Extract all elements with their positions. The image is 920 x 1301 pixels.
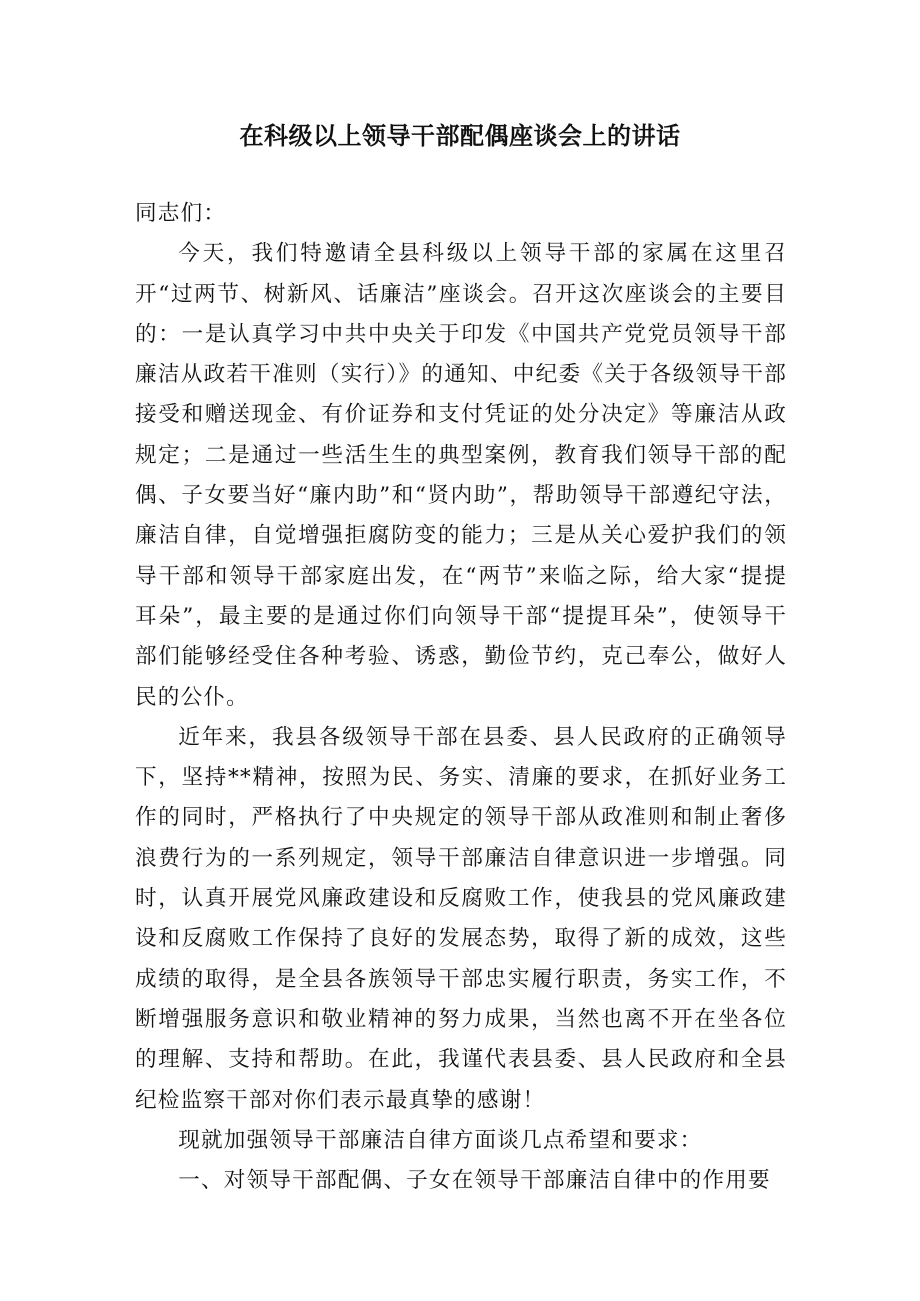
paragraph-purpose: 今天，我们特邀请全县科级以上领导干部的家属在这里召开“过两节、树新风、话廉洁”座谈会。召开这次座谈会的主要目的：一是认真学习中共中央关于印发《中国共产党党员领导干部廉洁从政若干准则（实行）》的通知、中纪委《关于各级领导干部接受和赠送现金、有价证券和支付凭证的处分决定》等廉洁从政规定；二是通过一些活生生的典型案例，教育我们领导干部的配偶、子女要当好“廉内助”和“贤内助”，帮助领导干部遵纪守法，廉洁自律，自觉增强拒腐防变的能力；三是从关心爱护我们的领导干部和领导干部家庭出发，在“两节”来临之际，给大家“提提耳朵”，最主要的是通过你们向领导干部“提提耳朵”，使领导干部们能够经受住各种考验、诱惑，勤俭节约，克己奉公，做好人民的公仆。 (135, 241, 787, 710)
paragraph-requirements-intro: 现就加强领导干部廉洁自律方面谈几点希望和要求： (178, 1127, 703, 1153)
salutation: 同志们： (135, 201, 227, 226)
document-body (135, 194, 787, 1201)
paragraph-achievements: 近年来，我县各级领导干部在县委、县人民政府的正确领导下，坚持**精神，按照为民、务实、清廉的要求，在抓好业务工作的同时，严格执行了中央规定的领导干部从政准则和制止奢侈浪费行为的一系列规定，领导干部廉洁自律意识进一步增强。同时，认真开展党风廉政建设和反腐败工作，使我县的党风廉政建设和反腐败工作保持了良好的发展态势，取得了新的成效，这些成绩的取得，是全县各族领导干部忠实履行职责，务实工作，不断增强服务意识和敬业精神的努力成果，当然也离不开在坐各位的理解、支持和帮助。在此，我谨代表县委、县人民政府和全县纪检监察干部对你们表示最真挚的感谢！ (135, 724, 787, 1113)
paragraph-section-one: 一、对领导干部配偶、子女在领导干部廉洁自律中的作用要 (178, 1168, 771, 1194)
document-title: 在科级以上领导干部配偶座谈会上的讲话 (239, 122, 681, 150)
